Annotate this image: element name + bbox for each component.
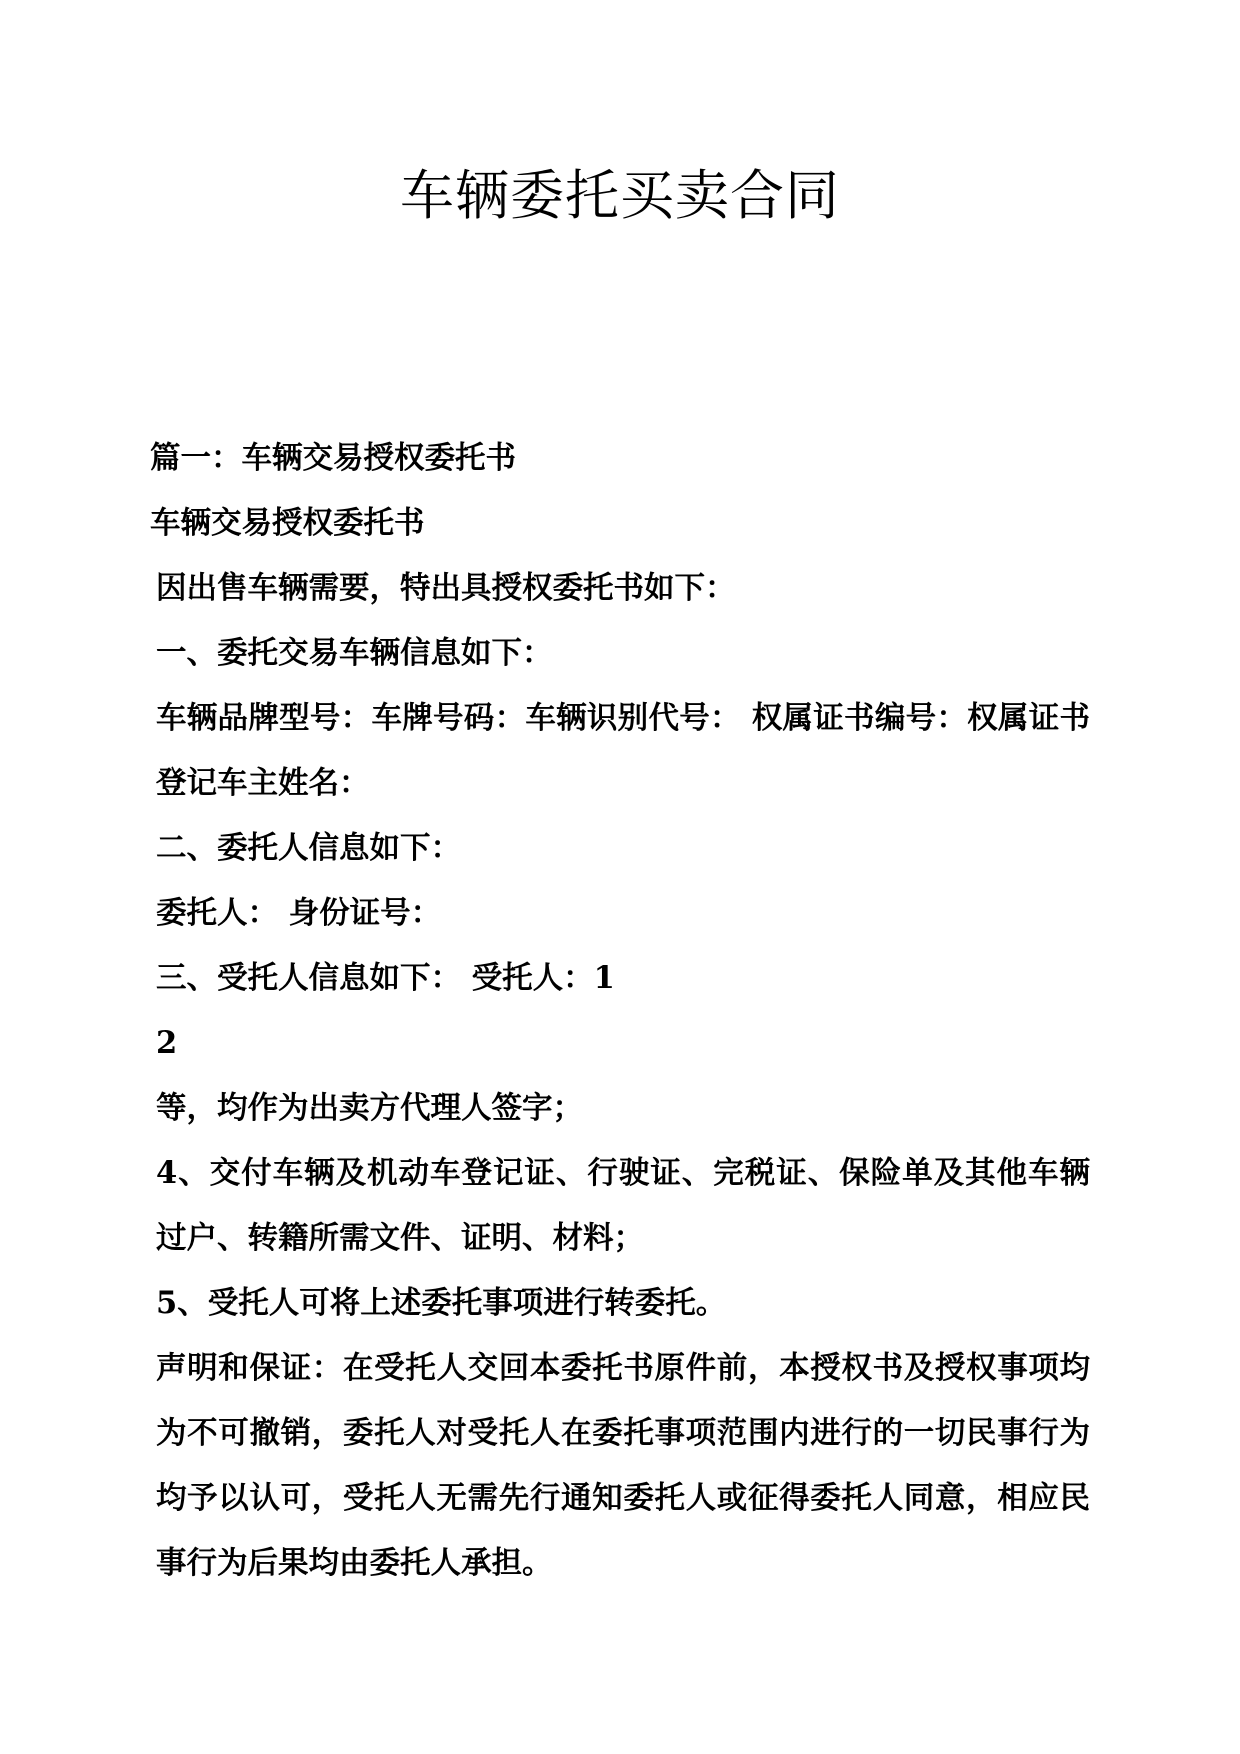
list-item-5: 5、受托人可将上述委托事项进行转委托。 bbox=[156, 1285, 727, 1321]
declaration-paragraph: 声明和保证：在受托人交回本委托书原件前，本授权书及授权事项均为不可撤销，委托人对受托人在委托事项范围内进行的一切民事行为均予以认可，受托人无需先行通知委托人或征得委托人同意，相应民事行为后果均由委托人承担。 bbox=[156, 1350, 1090, 1581]
document-title: 车辆委托买卖合同 bbox=[400, 164, 840, 227]
intro-line: 因出售车辆需要，特出具授权委托书如下： bbox=[156, 570, 736, 606]
list-item-2: 2 bbox=[156, 1025, 178, 1061]
clause-two-heading: 二、委托人信息如下： bbox=[156, 830, 461, 866]
principal-fields: 委托人： 身份证号： bbox=[156, 895, 442, 931]
document-body bbox=[150, 426, 1090, 1596]
signature-line: 等，均作为出卖方代理人签字； bbox=[156, 1090, 583, 1126]
subheading: 车辆交易授权委托书 bbox=[150, 505, 425, 541]
section-heading: 篇一：车辆交易授权委托书 bbox=[150, 440, 516, 476]
list-item-4: 4、交付车辆及机动车登记证、行驶证、完税证、保险单及其他车辆过户、转籍所需文件、证明、材料； bbox=[156, 1155, 1090, 1256]
clause-three-heading: 三、受托人信息如下： 受托人：1 bbox=[156, 960, 615, 996]
clause-one-heading: 一、委托交易车辆信息如下： bbox=[156, 635, 553, 671]
vehicle-info-fields: 车辆品牌型号：车牌号码：车辆识别代号： 权属证书编号：权属证书登记车主姓名： bbox=[156, 700, 1090, 801]
